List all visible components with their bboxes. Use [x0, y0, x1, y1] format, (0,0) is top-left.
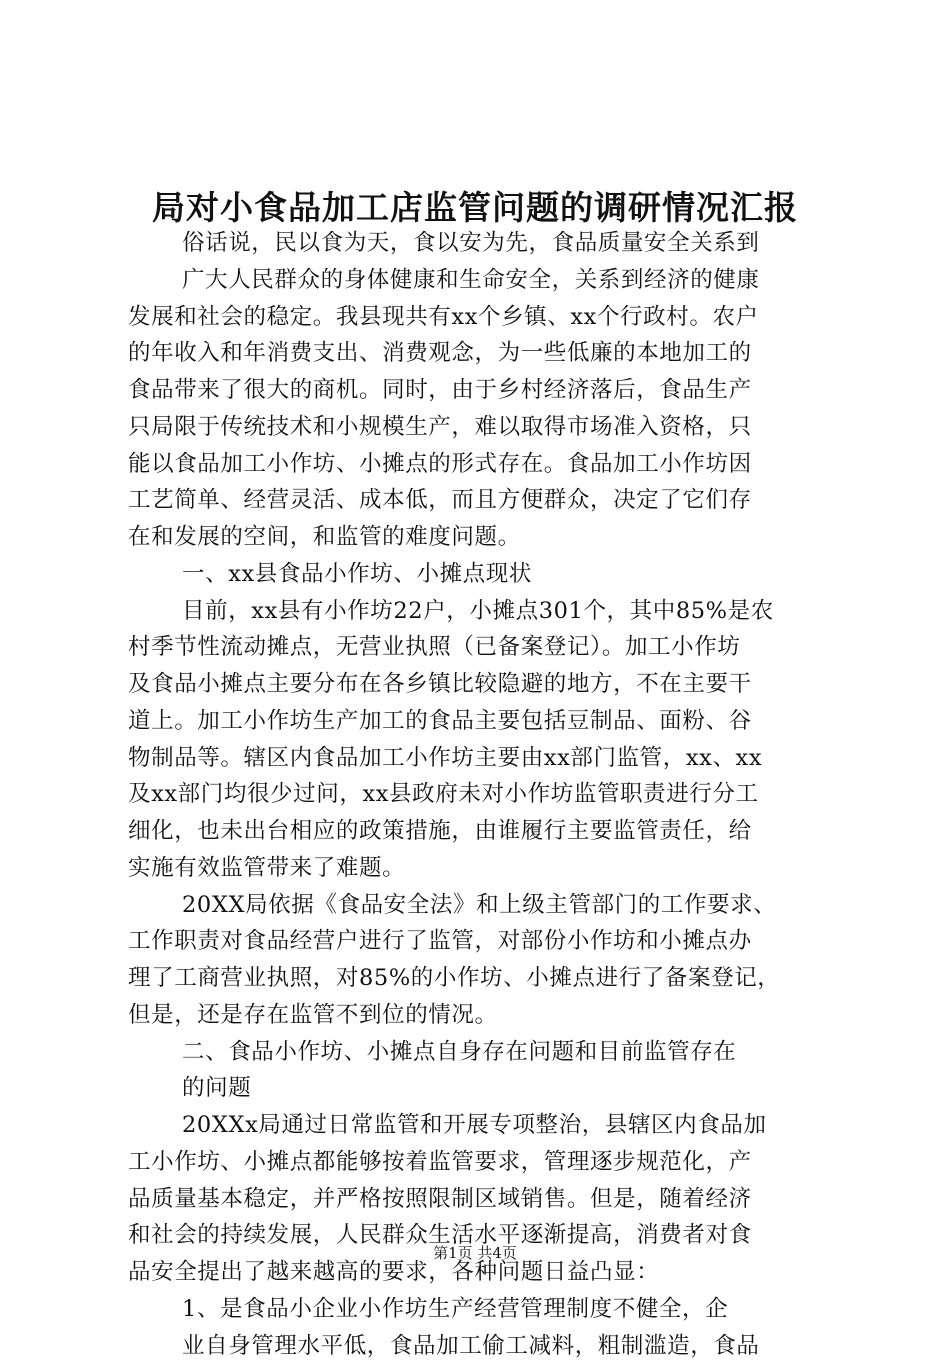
text-line: 但是，还是存在监管不到位的情况。	[128, 1001, 498, 1028]
text-line: 1、是食品小企业小作坊生产经营管理制度不健全，企	[182, 1295, 729, 1322]
page-footer: 第1页 共4页	[433, 1244, 517, 1262]
text-line: 物制品等。辖区内食品加工小作坊主要由xx部门监管，xx、xx	[128, 744, 763, 771]
text-line: 20XX局依据《食品安全法》和上级主管部门的工作要求、	[182, 891, 777, 918]
text-line: 20XXx局通过日常监管和开展专项整治，县辖区内食品加	[182, 1112, 767, 1138]
text-line: 一、xx县食品小作坊、小摊点现状	[182, 560, 532, 587]
text-line: 工艺简单、经营灵活、成本低，而且方便群众，决定了它们存	[128, 487, 752, 514]
text-line: 道上。加工小作坊生产加工的食品主要包括豆制品、面粉、谷	[128, 707, 752, 734]
text-line: 工作职责对食品经营户进行了监管，对部份小作坊和小摊点办	[128, 928, 752, 955]
text-line: 及食品小摊点主要分布在各乡镇比较隐避的地方，不在主要干	[128, 671, 752, 697]
text-line: 广大人民群众的身体健康和生命安全，关系到经济的健康	[182, 266, 760, 293]
text-line: 发展和社会的稳定。我县现共有xx个乡镇、xx个行政村。农户	[128, 303, 759, 330]
text-line: 二、食品小作坊、小摊点自身存在问题和目前监管存在	[182, 1038, 737, 1065]
text-line: 的问题	[182, 1075, 252, 1102]
text-line: 工小作坊、小摊点都能够按着监管要求，管理逐步规范化，产	[128, 1148, 752, 1175]
text-line: 实施有效监管带来了难题。	[128, 854, 406, 881]
text-line: 业自身管理水平低，食品加工偷工减料，粗制滥造，食品	[182, 1332, 760, 1359]
text-line: 品安全提出了越来越高的要求，各种问题日益凸显：	[128, 1259, 660, 1285]
text-line: 目前，xx县有小作坊22户，小摊点301个，其中85%是农	[182, 597, 774, 624]
text-line: 食品带来了很大的商机。同时，由于乡村经济落后，食品生产	[128, 377, 752, 403]
text-line: 理了工商营业执照，对85%的小作坊、小摊点进行了备案登记，	[128, 965, 781, 991]
text-line: 俗话说，民以食为天，食以安为先，食品质量安全关系到	[182, 230, 760, 256]
text-line: 和社会的持续发展，人民群众生活水平逐渐提高，消费者对食	[128, 1222, 752, 1249]
text-line: 细化，也未出台相应的政策措施，由谁履行主要监管责任，给	[128, 818, 752, 844]
text-line: 村季节性流动摊点，无营业执照（已备案登记）。加工小作坊	[128, 634, 741, 661]
text-line: 能以食品加工小作坊、小摊点的形式存在。食品加工小作坊因	[128, 450, 752, 477]
text-line: 的年收入和年消费支出、消费观念，为一些低廉的本地加工的	[128, 340, 752, 367]
text-line: 只局限于传统技术和小规模生产，难以取得市场准入资格，只	[128, 413, 752, 440]
text-line: 在和发展的空间，和监管的难度问题。	[128, 524, 521, 550]
text-line: 品质量基本稳定，并严格按照限制区域销售。但是，随着经济	[128, 1185, 752, 1212]
document-title: 局对小食品加工店监管问题的调研情况汇报	[152, 188, 798, 227]
text-line: 及xx部门均很少过问，xx县政府未对小作坊监管职责进行分工	[128, 781, 759, 808]
